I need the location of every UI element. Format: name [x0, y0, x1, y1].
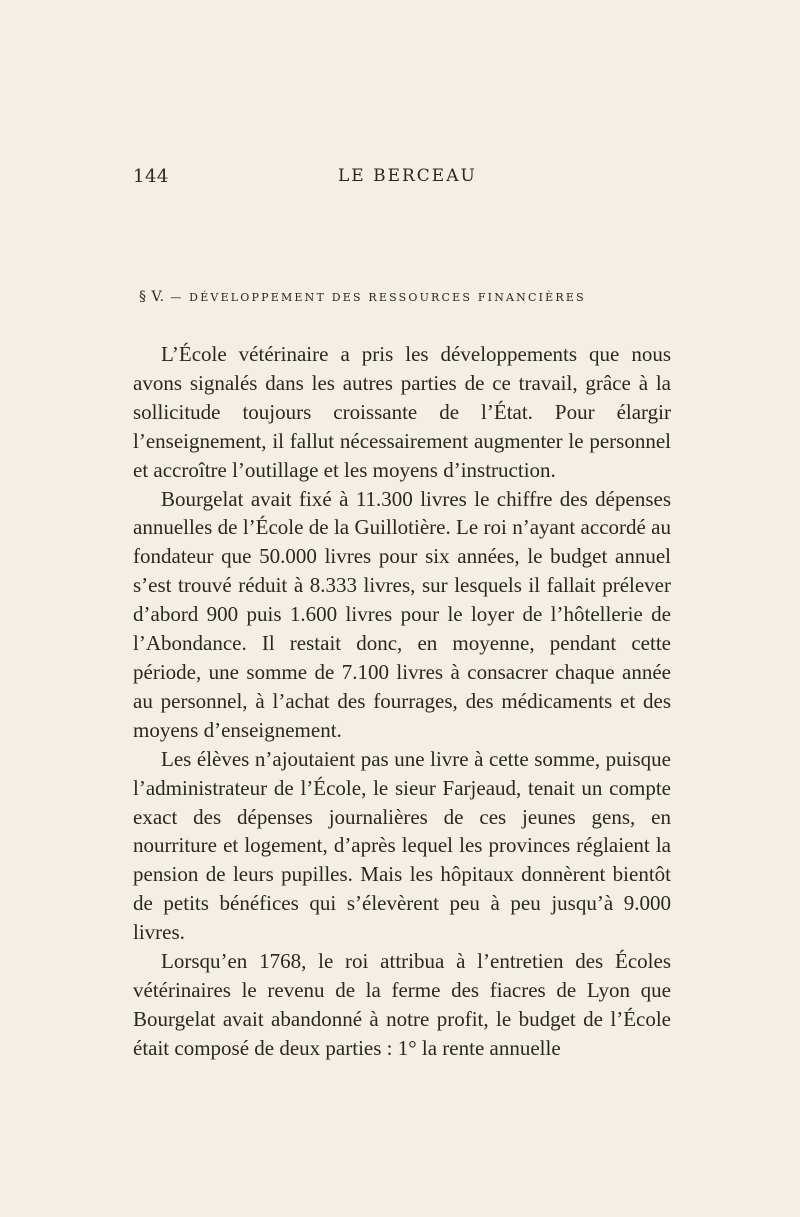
- running-title: LE BERCEAU: [338, 166, 477, 186]
- body-text: [133, 340, 671, 1063]
- section-heading: [139, 289, 679, 305]
- paragraph-2: Bourgelat avait fixé à 11.300 livres le chiffre des dépenses annuelles de l’École de la Guillotière. Le roi n’ayant accordé au fondateur que 50.000 livres pour six années, le budget annuel s’est trouvé réduit à 8.333 livres, sur lesquels il fallait prélever d’abord 900 puis 1.600 livres pour le loyer de l’hôtellerie de l’Abondance. Il restait donc, en moyenne, pendant cette période, une somme de 7.100 livres à consacrer chaque année au personnel, à l’achat des fourrages, des médicaments et des moyens d’enseignement.: [133, 486, 671, 742]
- paragraph-4: Lorsqu’en 1768, le roi attribua à l’entretien des Écoles vétérinaires le revenu de la ferme des fiacres de Lyon que Bourgelat avait abandonné à notre profit, le budget de l’École était composé de deux parties : 1° la rente annuelle: [133, 949, 671, 1060]
- section-dash: —: [164, 291, 190, 304]
- paragraph-1: L’École vétérinaire a pris les développements que nous avons signalés dans les autres parties de ce travail, grâce à la sollicitude toujours croissante de l’État. Pour élargir l’enseignement, il fallut nécessairement augmenter le personnel et accroître l’outillage et les moyens d’instruction.: [133, 342, 671, 482]
- section-title: DÉVELOPPEMENT DES RESSOURCES FINANCIÈRES: [189, 291, 586, 304]
- paragraph-3: Les élèves n’ajoutaient pas une livre à cette somme, puisque l’administrateur de l’École, le sieur Farjeaud, tenait un compte exact des dépenses journalières de ces jeunes gens, en nourriture et logement, d’après lequel les provinces réglaient la pension de leurs pupilles. Mais les hôpitaux donnèrent bientôt de petits bénéfices qui s’élevèrent peu à peu jusqu’à 9.000 livres.: [133, 746, 671, 945]
- section-marker: § V.: [139, 289, 165, 305]
- page-number: 144: [133, 166, 169, 187]
- running-head: [133, 166, 673, 190]
